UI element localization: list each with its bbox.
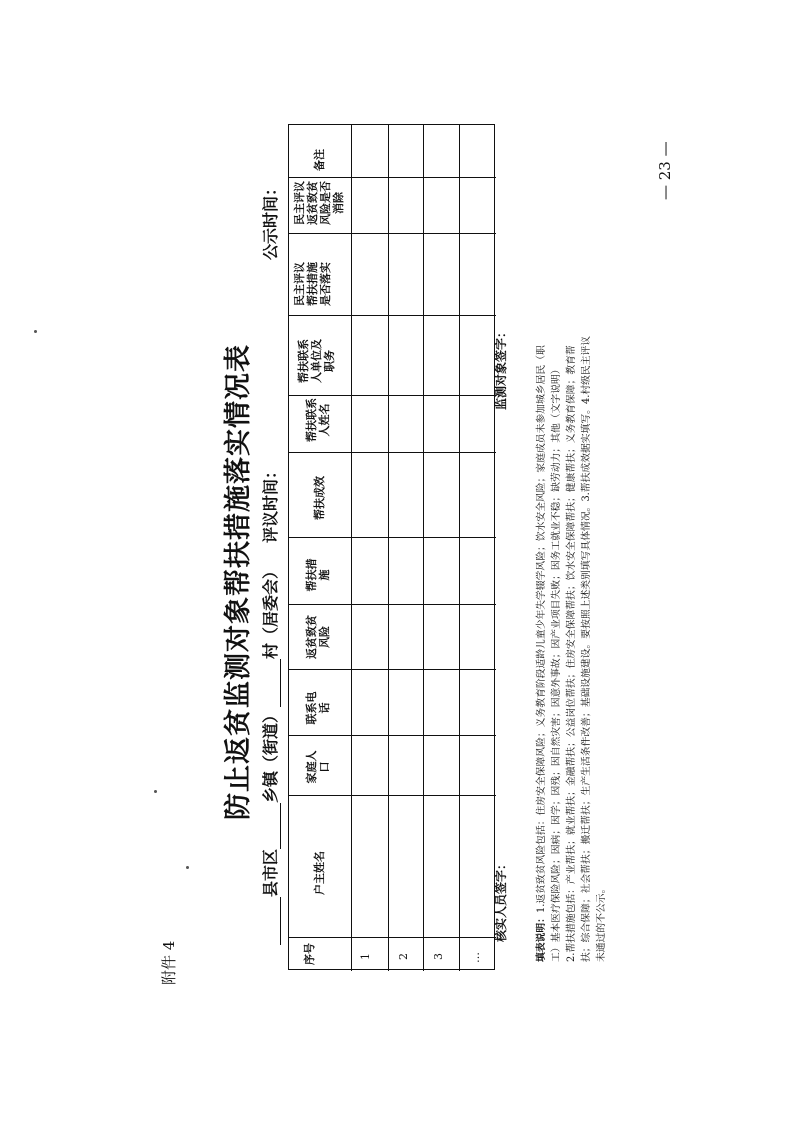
public-time-label: 公示时间： (261, 179, 280, 260)
review-time-label: 评议时间： (261, 462, 280, 543)
header-contact-unit: 帮扶联系人单位及职务 (297, 339, 336, 383)
header-measures: 帮扶措施 (305, 558, 331, 592)
row-divider (351, 125, 352, 971)
monitored-signature-label: 监测对象签字： (494, 325, 508, 410)
header-risk: 返贫致贫风险 (305, 615, 331, 659)
col-divider (289, 537, 496, 538)
col-divider (289, 604, 496, 605)
row-divider (423, 125, 424, 971)
header-household-size: 家庭人口 (305, 750, 331, 784)
row-number: 3 (432, 953, 445, 960)
attachment-label: 附件 4 (160, 940, 178, 985)
verifier-signature-label: 核实人员签字： (494, 857, 508, 942)
county-blank (280, 897, 281, 945)
scan-speck (34, 330, 37, 333)
col-divider (289, 669, 496, 670)
header-phone: 联系电话 (305, 691, 331, 725)
row-number: 2 (397, 953, 410, 960)
instructions-line-4: 扶；综合保障；社会帮扶；搬迁帮扶；生产生活条件改善；基础设施建设。要按照上述类别填写具体情况。3.帮扶成效据实填写。4.村级民主评议 (581, 335, 592, 962)
village-label: 村（居委会） (261, 562, 280, 659)
row-number: 1 (359, 953, 372, 960)
scan-speck (154, 790, 157, 793)
instructions-line-3: 2.帮扶措施包括：产业帮扶；就业帮扶；金融帮扶；公益岗位帮扶；住房安全保障帮扶；饮水安全保障帮扶；健康帮扶；义务教育保障；教育帮 (566, 345, 577, 962)
header-householder-name: 户主姓名 (313, 851, 326, 895)
col-divider (289, 937, 496, 938)
village-blank (280, 659, 281, 707)
header-results: 帮扶成效 (313, 476, 326, 520)
town-blank (280, 803, 281, 849)
header-risk-eliminated: 民主评议返贫致贫风险是否消除 (293, 181, 345, 225)
form-subtitle (258, 463, 281, 945)
instructions-line-1: 填表说明：1.返贫致贫风险包括：住房安全保障风险；义务教育阶段适龄儿童少年失学辍学风险；饮水安全风险；家庭成员未参加城乡居民（职 (536, 345, 547, 962)
col-divider (289, 315, 496, 316)
row-divider (459, 125, 460, 971)
county-label: 县市区 (261, 848, 280, 897)
header-contact-name: 帮扶联系人姓名 (305, 398, 331, 442)
page-title: 防止返贫监测对象帮扶措施落实情况表 (223, 344, 254, 820)
header-remarks: 备注 (313, 149, 326, 171)
row-divider (388, 125, 389, 971)
instructions-line-2: 工）基本医疗保险风险；因病；因学；因残；因自然灾害；因意外事故；因产业项目失败；因务工就业不稳；缺劳动力；其他（文字说明） (551, 364, 562, 962)
town-label: 乡镇（街道） (261, 706, 280, 803)
measures-table (288, 124, 495, 970)
col-divider (289, 735, 496, 736)
page-number: — 23 — (656, 141, 674, 200)
col-divider (289, 233, 496, 234)
header-index: 序号 (303, 943, 316, 965)
instructions-label: 填表说明： (536, 913, 547, 962)
scan-speck (186, 866, 189, 869)
row-number: … (469, 952, 482, 963)
header-measures-verified: 民主评议帮扶措施是否落实 (293, 262, 332, 306)
col-divider (289, 452, 496, 453)
col-divider (289, 795, 496, 796)
instructions-line-5: 未通过的不公示。 (596, 883, 607, 962)
